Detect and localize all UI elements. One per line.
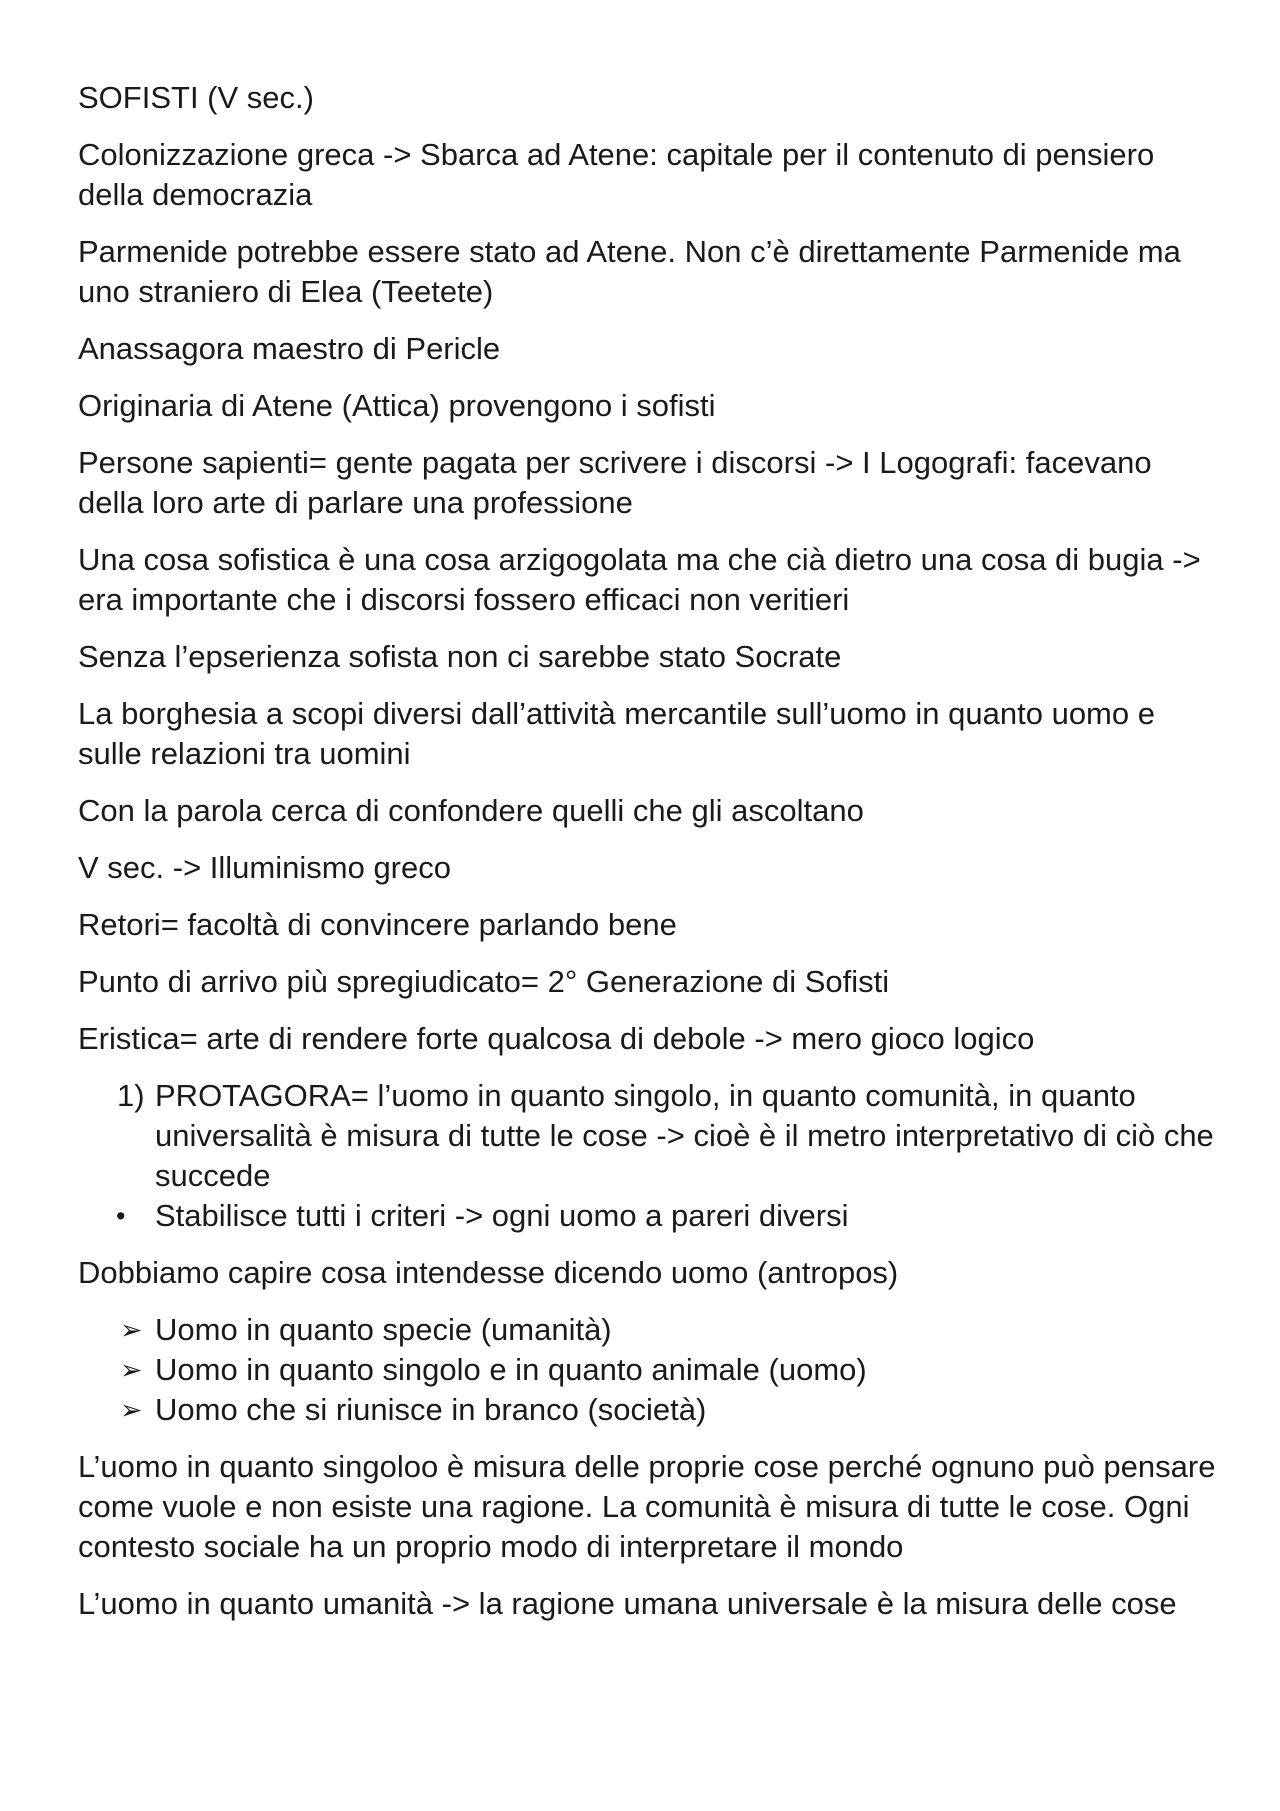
paragraph: Anassagora maestro di Pericle	[78, 331, 501, 366]
paragraph: Una cosa sofistica è una cosa arzigogolata ma che cià dietro una cosa di bugia -> era importante che i discorsi fossero efficaci non veritieri	[78, 542, 1201, 617]
paragraph: Punto di arrivo più spregiudicato= 2° Generazione di Sofisti	[78, 964, 890, 999]
list-item-text: PROTAGORA= l’uomo in quanto singolo, in quanto comunità, in quanto universalità è misura di tutte le cose -> cioè è il metro interpretativo di ciò che succede	[155, 1078, 1214, 1193]
bullet-list-item	[78, 1196, 1218, 1236]
document-title: SOFISTI (V sec.)	[78, 80, 314, 115]
paragraph: Eristica= arte di rendere forte qualcosa di debole -> mero gioco logico	[78, 1021, 1035, 1056]
paragraph: La borghesia a scopi diversi dall’attività mercantile sull’uomo in quanto uomo e sulle relazioni tra uomini	[78, 696, 1155, 771]
list-item	[78, 1310, 1218, 1350]
paragraph: V sec. -> Illuminismo greco	[78, 850, 451, 885]
paragraph: L’uomo in quanto singoloo è misura delle proprie cose perché ognuno può pensare come vuole e non esiste una ragione. La comunità è misura di tutte le cose. Ogni contesto sociale ha un proprio modo di interpretare il mondo	[78, 1449, 1216, 1564]
list-number: 1)	[117, 1078, 145, 1113]
list-item-text: Uomo che si riunisce in branco (società)	[155, 1392, 707, 1427]
paragraph: L’uomo in quanto umanità -> la ragione umana universale è la misura delle cose	[78, 1586, 1177, 1621]
arrow-bullet-icon: ➢	[120, 1315, 143, 1345]
list-item-text: Stabilisce tutti i criteri -> ogni uomo a pareri diversi	[155, 1198, 849, 1233]
arrow-bullet-icon: ➢	[120, 1395, 143, 1425]
list-item-text: Uomo in quanto singolo e in quanto animale (uomo)	[155, 1352, 867, 1387]
list-item-text: Uomo in quanto specie (umanità)	[155, 1312, 612, 1347]
paragraph: Originaria di Atene (Attica) provengono i sofisti	[78, 388, 716, 423]
paragraph: Dobbiamo capire cosa intendesse dicendo uomo (antropos)	[78, 1255, 899, 1290]
numbered-list-item	[78, 1076, 1218, 1196]
paragraph: Retori= facoltà di convincere parlando bene	[78, 907, 677, 942]
list-item	[78, 1390, 1218, 1430]
paragraph: Colonizzazione greca -> Sbarca ad Atene: capitale per il contenuto di pensiero della democrazia	[78, 137, 1155, 212]
arrow-list	[78, 1310, 1218, 1430]
list-item	[78, 1350, 1218, 1390]
document-page	[78, 78, 1218, 1641]
arrow-bullet-icon: ➢	[120, 1355, 143, 1385]
paragraph: Parmenide potrebbe essere stato ad Atene. Non c’è direttamente Parmenide ma uno straniero di Elea (Teetete)	[78, 234, 1181, 309]
paragraph: Senza l’epserienza sofista non ci sarebbe stato Socrate	[78, 639, 842, 674]
bullet-icon: •	[116, 1201, 126, 1231]
paragraph: Con la parola cerca di confondere quelli che gli ascoltano	[78, 793, 864, 828]
paragraph: Persone sapienti= gente pagata per scrivere i discorsi -> I Logografi: facevano della loro arte di parlare una professione	[78, 445, 1152, 520]
